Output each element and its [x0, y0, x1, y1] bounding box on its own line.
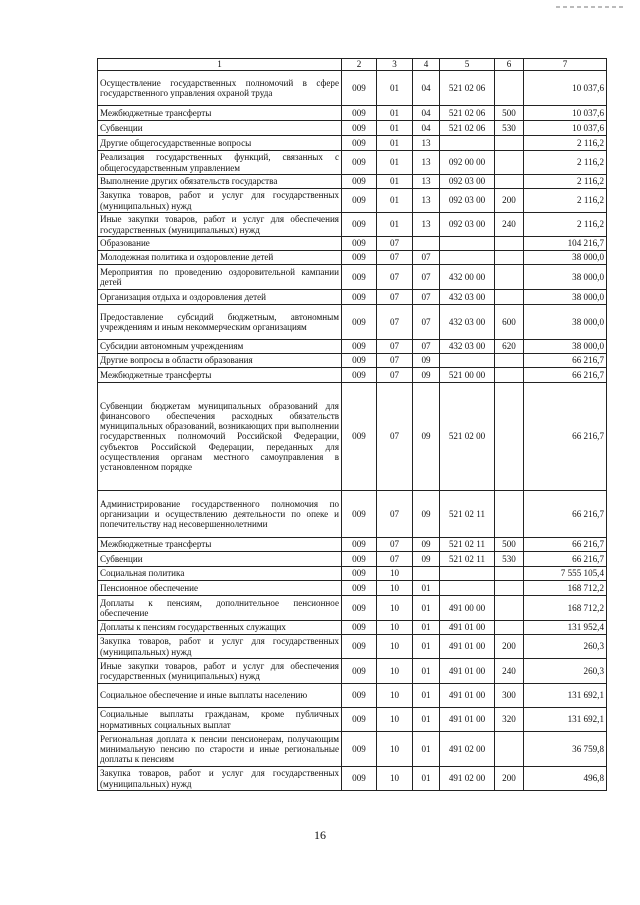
row-target-item-code: 491 01 00 — [440, 635, 495, 659]
row-expense-type-code: 500 — [495, 106, 524, 121]
row-target-item-code — [440, 251, 495, 265]
row-subsection-code — [413, 237, 440, 251]
row-grbs-code: 009 — [342, 121, 377, 136]
row-name: Молодежная политика и оздоровление детей — [98, 251, 342, 265]
row-section-code: 10 — [377, 708, 413, 732]
row-grbs-code: 009 — [342, 106, 377, 121]
row-section-code: 07 — [377, 305, 413, 340]
row-name: Выполнение других обязательств государства — [98, 175, 342, 189]
row-expense-type-code: 200 — [495, 189, 524, 213]
row-grbs-code: 009 — [342, 213, 377, 237]
row-expense-type-code: 200 — [495, 767, 524, 791]
row-amount: 2 116,2 — [524, 189, 607, 213]
row-amount: 2 116,2 — [524, 151, 607, 175]
row-target-item-code: 491 02 00 — [440, 767, 495, 791]
row-subsection-code: 09 — [413, 368, 440, 383]
row-section-code: 01 — [377, 189, 413, 213]
row-amount: 7 555 105,4 — [524, 567, 607, 581]
row-section-code: 07 — [377, 290, 413, 305]
row-amount: 38 000,0 — [524, 305, 607, 340]
row-name: Субвенции — [98, 552, 342, 567]
row-subsection-code: 13 — [413, 151, 440, 175]
row-grbs-code: 009 — [342, 581, 377, 596]
row-section-code: 01 — [377, 151, 413, 175]
table-row — [98, 121, 607, 136]
row-amount: 2 116,2 — [524, 213, 607, 237]
row-grbs-code: 009 — [342, 354, 377, 368]
row-section-code: 07 — [377, 265, 413, 290]
table-row — [98, 684, 607, 708]
row-section-code: 01 — [377, 175, 413, 189]
row-grbs-code: 009 — [342, 368, 377, 383]
row-target-item-code: 432 03 00 — [440, 305, 495, 340]
row-expense-type-code — [495, 237, 524, 251]
row-subsection-code: 07 — [413, 290, 440, 305]
row-amount: 66 216,7 — [524, 368, 607, 383]
row-amount: 496,8 — [524, 767, 607, 791]
table-row — [98, 767, 607, 791]
row-grbs-code: 009 — [342, 659, 377, 684]
row-grbs-code: 009 — [342, 538, 377, 552]
row-grbs-code: 009 — [342, 189, 377, 213]
row-grbs-code: 009 — [342, 621, 377, 635]
row-subsection-code: 09 — [413, 538, 440, 552]
row-target-item-code: 491 01 00 — [440, 684, 495, 708]
row-subsection-code: 01 — [413, 708, 440, 732]
row-subsection-code — [413, 567, 440, 581]
row-grbs-code: 009 — [342, 708, 377, 732]
row-name: Предоставление субсидий бюджетным, автономным учреждениям и иным некоммерческим организациям — [98, 305, 342, 340]
row-target-item-code: 521 02 06 — [440, 71, 495, 106]
row-name: Доплаты к пенсиям, дополнительное пенсионное обеспечение — [98, 596, 342, 621]
row-name: Субсидии автономным учреждениям — [98, 340, 342, 354]
row-subsection-code: 01 — [413, 635, 440, 659]
row-target-item-code: 092 03 00 — [440, 213, 495, 237]
row-name: Региональная доплата к пенсии пенсионерам, получающим минимальную пенсию по старости и иные региональные доплаты к пенсиям — [98, 732, 342, 767]
row-target-item-code — [440, 581, 495, 596]
row-expense-type-code — [495, 621, 524, 635]
row-subsection-code: 04 — [413, 121, 440, 136]
row-target-item-code: 092 03 00 — [440, 175, 495, 189]
row-grbs-code: 009 — [342, 175, 377, 189]
row-grbs-code: 009 — [342, 732, 377, 767]
row-section-code: 07 — [377, 251, 413, 265]
row-expense-type-code — [495, 175, 524, 189]
row-grbs-code: 009 — [342, 596, 377, 621]
row-grbs-code: 009 — [342, 340, 377, 354]
row-section-code: 01 — [377, 213, 413, 237]
row-section-code: 10 — [377, 767, 413, 791]
row-amount: 2 116,2 — [524, 136, 607, 151]
table-row — [98, 621, 607, 635]
table-row — [98, 189, 607, 213]
row-amount: 66 216,7 — [524, 552, 607, 567]
row-section-code: 07 — [377, 491, 413, 538]
row-subsection-code: 13 — [413, 136, 440, 151]
row-expense-type-code — [495, 732, 524, 767]
row-section-code: 07 — [377, 340, 413, 354]
row-expense-type-code — [495, 136, 524, 151]
header-cell: 1 — [98, 59, 342, 71]
row-amount: 131 692,1 — [524, 708, 607, 732]
row-expense-type-code: 530 — [495, 121, 524, 136]
table-row — [98, 383, 607, 491]
row-target-item-code — [440, 354, 495, 368]
row-expense-type-code: 500 — [495, 538, 524, 552]
table-row — [98, 659, 607, 684]
row-expense-type-code — [495, 383, 524, 491]
row-target-item-code: 092 00 00 — [440, 151, 495, 175]
row-expense-type-code — [495, 596, 524, 621]
header-cell: 2 — [342, 59, 377, 71]
table-row — [98, 581, 607, 596]
row-expense-type-code — [495, 581, 524, 596]
row-name: Доплаты к пенсиям государственных служащих — [98, 621, 342, 635]
row-section-code: 07 — [377, 354, 413, 368]
row-name: Иные закупки товаров, работ и услуг для обеспечения государственных (муниципальных) нужд — [98, 213, 342, 237]
row-section-code: 01 — [377, 71, 413, 106]
row-target-item-code — [440, 567, 495, 581]
row-grbs-code: 009 — [342, 383, 377, 491]
table-row — [98, 106, 607, 121]
header-cell: 5 — [440, 59, 495, 71]
row-name: Социальные выплаты гражданам, кроме публичных нормативных социальных выплат — [98, 708, 342, 732]
table-row — [98, 491, 607, 538]
row-name: Организация отдыха и оздоровления детей — [98, 290, 342, 305]
row-name: Социальная политика — [98, 567, 342, 581]
row-expense-type-code — [495, 567, 524, 581]
row-grbs-code: 009 — [342, 251, 377, 265]
table-row — [98, 175, 607, 189]
table-row — [98, 136, 607, 151]
row-section-code: 07 — [377, 237, 413, 251]
table-row — [98, 368, 607, 383]
row-amount: 38 000,0 — [524, 340, 607, 354]
row-section-code: 07 — [377, 538, 413, 552]
table-row — [98, 552, 607, 567]
row-subsection-code: 09 — [413, 383, 440, 491]
row-section-code: 01 — [377, 121, 413, 136]
row-grbs-code: 009 — [342, 237, 377, 251]
row-target-item-code: 521 02 11 — [440, 538, 495, 552]
row-target-item-code: 491 01 00 — [440, 708, 495, 732]
row-amount: 10 037,6 — [524, 121, 607, 136]
row-section-code: 01 — [377, 136, 413, 151]
row-target-item-code: 521 02 11 — [440, 552, 495, 567]
row-amount: 66 216,7 — [524, 383, 607, 491]
row-section-code: 07 — [377, 552, 413, 567]
row-amount: 36 759,8 — [524, 732, 607, 767]
row-target-item-code: 521 02 11 — [440, 491, 495, 538]
row-grbs-code: 009 — [342, 567, 377, 581]
row-name: Закупка товаров, работ и услуг для государственных (муниципальных) нужд — [98, 635, 342, 659]
row-expense-type-code — [495, 251, 524, 265]
row-amount: 38 000,0 — [524, 290, 607, 305]
row-subsection-code: 01 — [413, 684, 440, 708]
row-subsection-code: 07 — [413, 340, 440, 354]
header-cell: 7 — [524, 59, 607, 71]
row-section-code: 10 — [377, 567, 413, 581]
row-expense-type-code: 300 — [495, 684, 524, 708]
row-name: Субвенции — [98, 121, 342, 136]
row-amount: 38 000,0 — [524, 251, 607, 265]
row-target-item-code: 092 03 00 — [440, 189, 495, 213]
row-name: Мероприятия по проведению оздоровительной кампании детей — [98, 265, 342, 290]
row-amount: 131 692,1 — [524, 684, 607, 708]
row-name: Закупка товаров, работ и услуг для государственных (муниципальных) нужд — [98, 189, 342, 213]
scan-mark — [556, 6, 626, 8]
row-amount: 104 216,7 — [524, 237, 607, 251]
row-target-item-code: 491 02 00 — [440, 732, 495, 767]
row-amount: 260,3 — [524, 659, 607, 684]
row-subsection-code: 01 — [413, 732, 440, 767]
row-subsection-code: 01 — [413, 621, 440, 635]
row-amount: 260,3 — [524, 635, 607, 659]
row-target-item-code: 521 00 00 — [440, 368, 495, 383]
row-subsection-code: 13 — [413, 175, 440, 189]
row-amount: 66 216,7 — [524, 354, 607, 368]
row-subsection-code: 01 — [413, 581, 440, 596]
row-section-code: 07 — [377, 383, 413, 491]
page-number: 16 — [314, 828, 326, 842]
row-section-code: 01 — [377, 106, 413, 121]
row-target-item-code: 521 02 00 — [440, 383, 495, 491]
row-grbs-code: 009 — [342, 684, 377, 708]
row-section-code: 10 — [377, 581, 413, 596]
row-grbs-code: 009 — [342, 767, 377, 791]
row-amount: 168 712,2 — [524, 581, 607, 596]
row-name: Закупка товаров, работ и услуг для государственных (муниципальных) нужд — [98, 767, 342, 791]
header-cell: 4 — [413, 59, 440, 71]
table-row — [98, 265, 607, 290]
row-name: Другие вопросы в области образования — [98, 354, 342, 368]
row-subsection-code: 01 — [413, 767, 440, 791]
row-name: Социальное обеспечение и иные выплаты населению — [98, 684, 342, 708]
row-target-item-code: 521 02 06 — [440, 121, 495, 136]
row-expense-type-code: 620 — [495, 340, 524, 354]
row-name: Пенсионное обеспечение — [98, 581, 342, 596]
row-name: Администрирование государственного полномочия по организации и осуществлению деятельности по опеке и попечительству над несовершеннолетними — [98, 491, 342, 538]
row-target-item-code: 432 00 00 — [440, 265, 495, 290]
row-name: Реализация государственных функций, связанных с общегосударственным управлением — [98, 151, 342, 175]
row-target-item-code: 491 00 00 — [440, 596, 495, 621]
budget-table — [97, 58, 607, 791]
row-subsection-code: 07 — [413, 265, 440, 290]
table-row — [98, 538, 607, 552]
table-row — [98, 732, 607, 767]
table-row — [98, 340, 607, 354]
row-target-item-code: 521 02 06 — [440, 106, 495, 121]
row-name: Образование — [98, 237, 342, 251]
row-subsection-code: 09 — [413, 491, 440, 538]
row-expense-type-code: 320 — [495, 708, 524, 732]
row-grbs-code: 009 — [342, 136, 377, 151]
row-grbs-code: 009 — [342, 552, 377, 567]
row-section-code: 10 — [377, 596, 413, 621]
row-expense-type-code: 240 — [495, 659, 524, 684]
row-grbs-code: 009 — [342, 71, 377, 106]
row-target-item-code: 432 03 00 — [440, 290, 495, 305]
table-row — [98, 354, 607, 368]
table-row — [98, 596, 607, 621]
row-section-code: 10 — [377, 659, 413, 684]
row-section-code: 10 — [377, 635, 413, 659]
row-target-item-code: 491 01 00 — [440, 621, 495, 635]
table-row — [98, 71, 607, 106]
row-expense-type-code — [495, 354, 524, 368]
row-grbs-code: 009 — [342, 635, 377, 659]
row-subsection-code: 13 — [413, 189, 440, 213]
row-amount: 10 037,6 — [524, 71, 607, 106]
row-subsection-code: 07 — [413, 305, 440, 340]
row-expense-type-code: 530 — [495, 552, 524, 567]
row-target-item-code — [440, 237, 495, 251]
row-section-code: 10 — [377, 621, 413, 635]
row-amount: 66 216,7 — [524, 491, 607, 538]
table-row — [98, 708, 607, 732]
row-target-item-code: 432 03 00 — [440, 340, 495, 354]
row-name: Межбюджетные трансферты — [98, 538, 342, 552]
row-amount: 38 000,0 — [524, 265, 607, 290]
row-expense-type-code — [495, 71, 524, 106]
row-amount: 131 952,4 — [524, 621, 607, 635]
table-row — [98, 237, 607, 251]
row-amount: 2 116,2 — [524, 175, 607, 189]
row-target-item-code — [440, 136, 495, 151]
row-amount: 168 712,2 — [524, 596, 607, 621]
row-section-code: 07 — [377, 368, 413, 383]
table-row — [98, 305, 607, 340]
table-header-row — [98, 59, 607, 71]
row-expense-type-code — [495, 151, 524, 175]
table-row — [98, 251, 607, 265]
row-name: Иные закупки товаров, работ и услуг для обеспечения государственных (муниципальных) нужд — [98, 659, 342, 684]
row-section-code: 10 — [377, 684, 413, 708]
table-row — [98, 151, 607, 175]
row-subsection-code: 04 — [413, 71, 440, 106]
row-name: Осуществление государственных полномочий в сфере государственного управления охраной труда — [98, 71, 342, 106]
row-expense-type-code: 240 — [495, 213, 524, 237]
row-amount: 10 037,6 — [524, 106, 607, 121]
row-expense-type-code — [495, 491, 524, 538]
row-expense-type-code — [495, 368, 524, 383]
row-expense-type-code — [495, 265, 524, 290]
row-name: Межбюджетные трансферты — [98, 106, 342, 121]
row-subsection-code: 13 — [413, 213, 440, 237]
row-name: Другие общегосударственные вопросы — [98, 136, 342, 151]
row-expense-type-code — [495, 290, 524, 305]
row-grbs-code: 009 — [342, 491, 377, 538]
row-subsection-code: 09 — [413, 354, 440, 368]
row-expense-type-code: 600 — [495, 305, 524, 340]
row-subsection-code: 01 — [413, 659, 440, 684]
row-subsection-code: 09 — [413, 552, 440, 567]
row-subsection-code: 01 — [413, 596, 440, 621]
row-name: Межбюджетные трансферты — [98, 368, 342, 383]
row-expense-type-code: 200 — [495, 635, 524, 659]
row-target-item-code: 491 01 00 — [440, 659, 495, 684]
table-row — [98, 213, 607, 237]
row-grbs-code: 009 — [342, 305, 377, 340]
row-name: Субвенции бюджетам муниципальных образований для финансового обеспечения расходных обязательств муниципальных образований, возникающих при выполнении государственных полномочий Российской Федерации, субъектов Российской Федерации, переданных для осуществления органам местного самоуправления в установленном порядке — [98, 383, 342, 491]
table-row — [98, 290, 607, 305]
row-section-code: 10 — [377, 732, 413, 767]
header-cell: 6 — [495, 59, 524, 71]
row-subsection-code: 04 — [413, 106, 440, 121]
row-amount: 66 216,7 — [524, 538, 607, 552]
row-subsection-code: 07 — [413, 251, 440, 265]
header-cell: 3 — [377, 59, 413, 71]
table-row — [98, 567, 607, 581]
row-grbs-code: 009 — [342, 151, 377, 175]
row-grbs-code: 009 — [342, 265, 377, 290]
table-row — [98, 635, 607, 659]
row-grbs-code: 009 — [342, 290, 377, 305]
